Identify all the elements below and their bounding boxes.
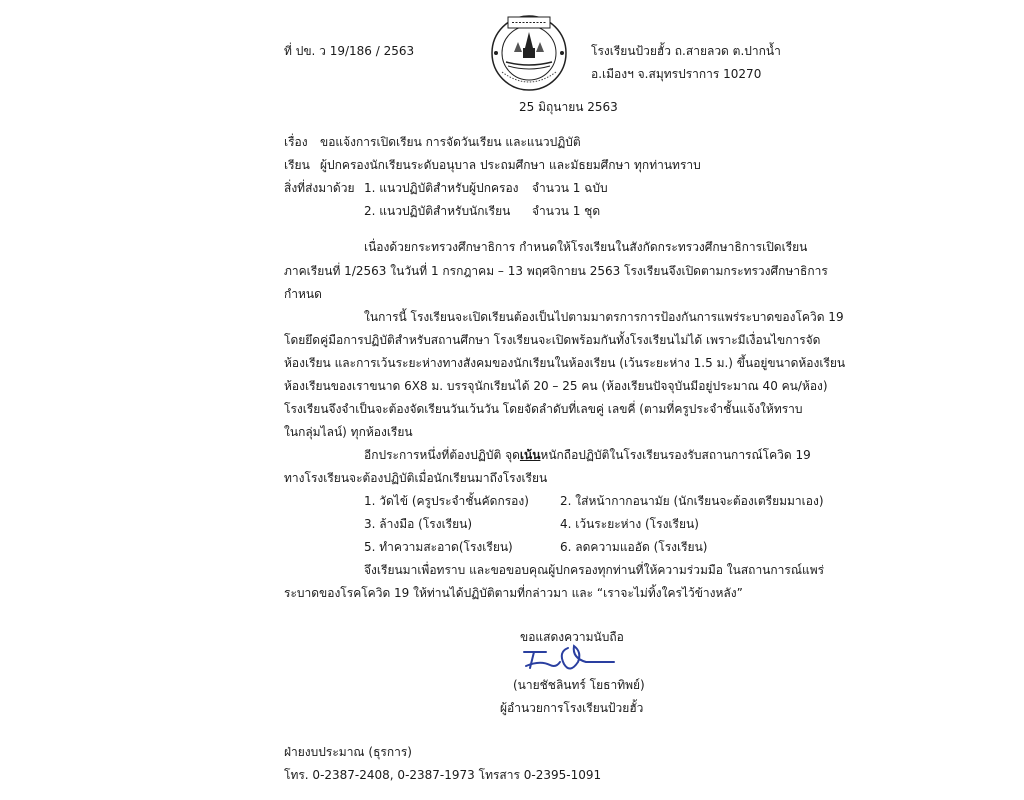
measure-item: 1. วัดไข้ (ครูประจำชั้นคัดกรอง) [364,494,529,508]
subject-label: เรื่อง [284,135,308,149]
body-paragraph-2-line: ห้องเรียน และการเว้นระยะห่างทางสังคมของนักเรียนในห้องเรียน (เว้นระยะห่าง 1.5 ม.) ขึ้นอยู่ขนาดห้องเรียน [284,356,846,370]
document-date: 25 มิถุนายน 2563 [519,100,618,114]
signatory-position: ผู้อำนวยการโรงเรียนป้วยฮั้ว [500,701,644,715]
signatory-name: (นายชัชลินทร์ โยธาทิพย์) [513,678,645,692]
document-number: ที่ ปข. ว 19/186 / 2563 [284,44,415,58]
paragraph-3-prefix: อีกประการหนึ่งที่ต้องปฏิบัติ จุด [364,448,520,462]
body-paragraph-3-line [364,448,811,462]
body-paragraph-2-line: ในกลุ่มไลน์) ทุกห้องเรียน [284,425,413,439]
measure-item: 2. ใส่หน้ากากอนามัย (นักเรียนจะต้องเตรียมมาเอง) [560,494,824,508]
recipient-text: ผู้ปกครองนักเรียนระดับอนุบาล ประถมศึกษา และมัธยมศึกษา ทุกท่านทราบ [320,158,701,172]
body-paragraph-2-line: โดยยึดคู่มือการปฏิบัติสำหรับสถานศึกษา โรงเรียนจะเปิดพร้อมกันทั้งโรงเรียนไม่ได้ เพราะมีเงื่อนไขการจัด [284,333,821,347]
body-paragraph-1-line: เนื่องด้วยกระทรวงศึกษาธิการ กำหนดให้โรงเรียนในสังกัดกระทรวงศึกษาธิการเปิดเรียน [364,240,808,254]
school-address-line1: โรงเรียนป้วยฮั้ว ถ.สายลวด ต.ปากน้ำ [591,44,781,58]
signature [516,640,616,676]
footer-contact: โทร. 0-2387-2408, 0-2387-1973 โทรสาร 0-2395-1091 [284,768,602,782]
body-paragraph-2-line: ห้องเรียนของเราขนาด 6X8 ม. บรรจุนักเรียนได้ 20 – 25 คน (ห้องเรียนปัจจุบันมีอยู่ประมาณ 40 คน/ห้อง) [284,379,828,393]
body-paragraph-1-line: กำหนด [284,287,322,301]
emphasis-word: เน้น [519,448,541,462]
measure-item: 4. เว้นระยะห่าง (โรงเรียน) [560,517,699,531]
measure-item: 3. ล้างมือ (โรงเรียน) [364,517,473,531]
body-paragraph-3-line: ทางโรงเรียนจะต้องปฏิบัติเมื่อนักเรียนมาถึงโรงเรียน [284,471,548,485]
body-paragraph-1-line: ภาคเรียนที่ 1/2563 ในวันที่ 1 กรกฎาคม – 13 พฤศจิกายน 2563 โรงเรียนจึงเปิดตามกระทรวงศึกษาธิการ [284,264,828,278]
enclosure-quantity: จำนวน 1 ชุด [532,204,601,218]
enclosure-quantity: จำนวน 1 ฉบับ [532,181,608,195]
paragraph-3-suffix: หนักถือปฏิบัติในโรงเรียนรองรับสถานการณ์โควิด 19 [540,448,811,462]
measure-item: 5. ทำความสะอาด(โรงเรียน) [364,540,513,554]
closing-regards: ขอแสดงความนับถือ [520,630,624,644]
school-seal-logo [490,14,568,92]
body-paragraph-2-line: โรงเรียนจึงจำเป็นจะต้องจัดเรียนวันเว้นวัน โดยจัดลำดับที่เลขคู่ เลขคี่ (ตามที่ครูประจำชั้นแจ้งให้ทราบ [284,402,803,416]
school-address-line2: อ.เมืองฯ จ.สมุทรปราการ 10270 [591,67,762,81]
enclosures-label: สิ่งที่ส่งมาด้วย [284,181,355,195]
footer-department: ฝ่ายงบประมาณ (ธุรการ) [284,745,412,759]
subject-text: ขอแจ้งการเปิดเรียน การจัดวันเรียน และแนวปฏิบัติ [320,135,581,149]
measure-item: 6. ลดความแออัด (โรงเรียน) [560,540,708,554]
enclosure-item: 1. แนวปฏิบัติสำหรับผู้ปกครอง [364,181,519,195]
body-paragraph-4-line: ระบาดของโรคโควิด 19 ให้ท่านได้ปฏิบัติตามที่กล่าวมา และ “เราจะไม่ทิ้งใครไว้ข้างหลัง” [284,586,743,600]
body-paragraph-2-line: ในการนี้ โรงเรียนจะเปิดเรียนต้องเป็นไปตามมาตรการการป้องกันการแพร่ระบาดของโควิด 19 [364,310,844,324]
body-paragraph-4-line: จึงเรียนมาเพื่อทราบ และขอขอบคุณผู้ปกครองทุกท่านที่ให้ความร่วมมือ ในสถานการณ์แพร่ [364,563,825,577]
recipient-label: เรียน [284,158,310,172]
enclosure-item: 2. แนวปฏิบัติสำหรับนักเรียน [364,204,511,218]
